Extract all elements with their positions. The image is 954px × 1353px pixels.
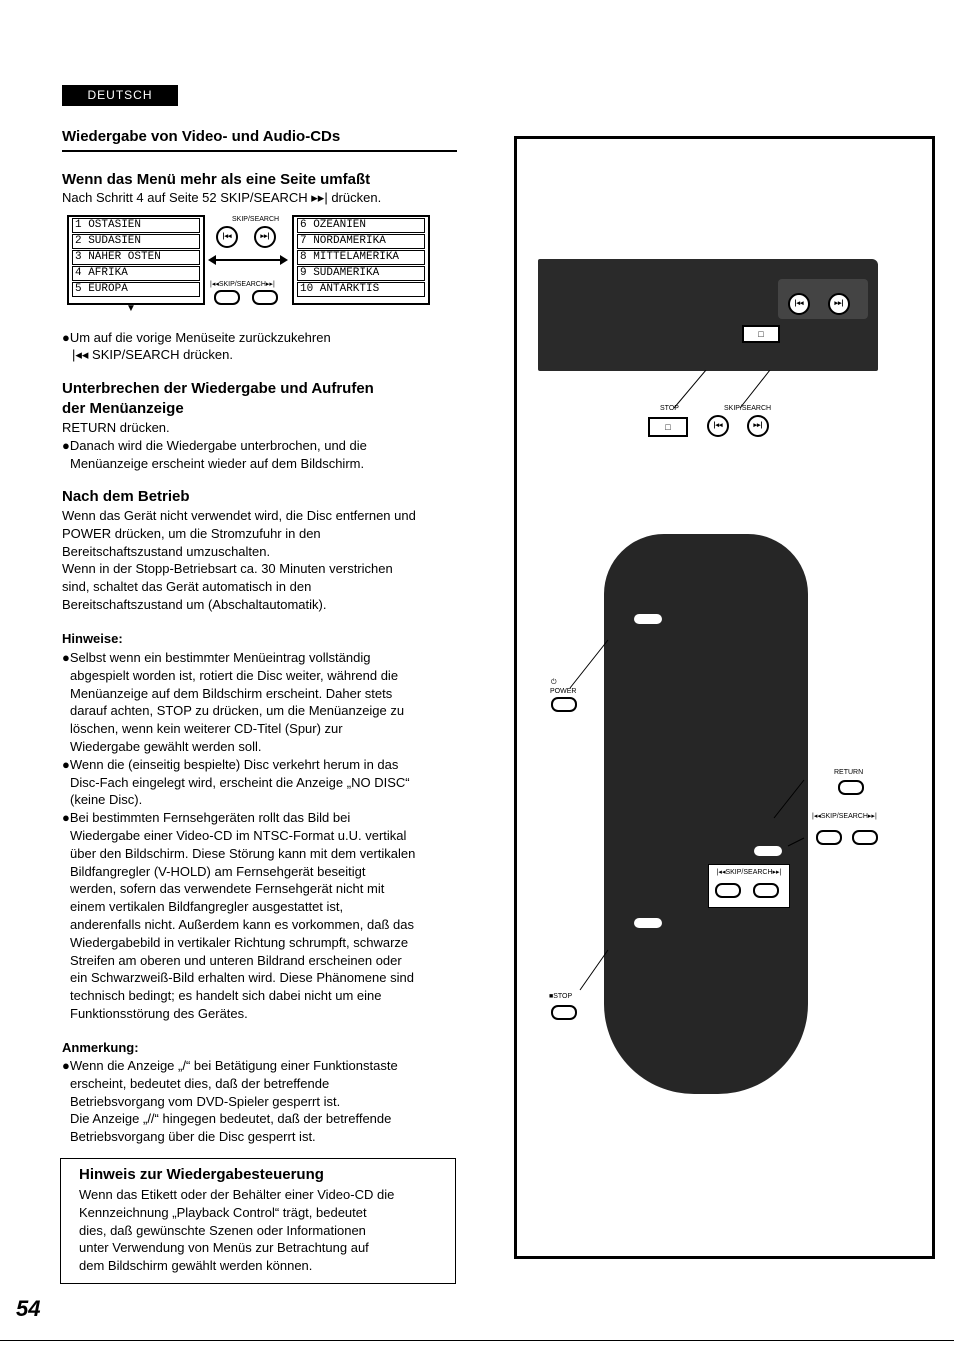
text-line: Wenn in der Stopp-Betriebsart ca. 30 Minuten verstrichen bbox=[62, 561, 393, 577]
text-line: Die Anzeige „//“ hingegen bedeutet, daß der betreffende bbox=[70, 1111, 392, 1127]
text-line: Wiedergabe einer Video-CD im NTSC-Format u.U. vertikal bbox=[70, 827, 407, 843]
skip-forward-icon: ▸▸| bbox=[828, 293, 850, 315]
skip-forward-button-icon bbox=[252, 290, 278, 305]
skip-forward-key-icon bbox=[852, 830, 878, 845]
after-text bbox=[62, 507, 462, 614]
menu-item: 2 SÜDASIEN bbox=[72, 234, 200, 249]
remark-title: Anmerkung: bbox=[62, 1040, 139, 1055]
dvd-player-illustration bbox=[538, 259, 878, 371]
text-line: technisch bedingt; es handelt sich dabei nicht um eine bbox=[70, 988, 382, 1004]
leader-lines bbox=[660, 370, 780, 410]
down-arrow-icon: ▼ bbox=[126, 303, 136, 314]
menu-note-2: |◂◂ SKIP/SEARCH drücken. bbox=[72, 347, 233, 362]
text-line: (keine Disc). bbox=[70, 792, 143, 808]
return-key-icon bbox=[838, 780, 864, 795]
menu-section-title: Wenn das Menü mehr als eine Seite umfaßt bbox=[62, 171, 371, 188]
stop-button-icon: □ bbox=[648, 417, 688, 437]
playback-control-box bbox=[60, 1158, 456, 1284]
bottom-rule bbox=[0, 1340, 954, 1341]
text-line: unter Verwendung von Menüs zur Betrachtung auf bbox=[79, 1240, 369, 1256]
text-line: ●Bei bestimmten Fernsehgeräten rollt das Bild bei bbox=[62, 810, 351, 826]
skip-search-arrows-label: |◂◂SKIP/SEARCH▸▸| bbox=[716, 869, 782, 876]
text-line: sind, schaltet das Gerät automatisch in den bbox=[62, 579, 312, 595]
power-label: POWER bbox=[550, 688, 577, 695]
interrupt-line: RETURN drücken. bbox=[62, 420, 170, 435]
skip-back-key-icon bbox=[816, 830, 842, 845]
text-line: Betriebsvorgang vom DVD-Spieler gesperrt ist. bbox=[70, 1093, 341, 1109]
skip-back-icon: |◂◂ bbox=[788, 293, 810, 315]
text-line: darauf achten, STOP zu drücken, um die Menüanzeige zu bbox=[70, 703, 405, 719]
menu-item: 8 MITTELAMERIKA bbox=[297, 250, 425, 265]
hints-text bbox=[62, 649, 462, 1023]
playback-box-text bbox=[79, 1186, 449, 1275]
stop-side-label: ■STOP bbox=[549, 993, 573, 1000]
text-line: Bildfangregler (V-HOLD) am Fernsehgerät beseitigt bbox=[70, 863, 366, 879]
text-line: abgespielt worden ist, rotiert die Disc weiter, während die bbox=[70, 667, 399, 683]
text-line: löschen, wenn kein weiterer CD-Titel (Spur) zur bbox=[70, 721, 343, 737]
skip-forward-icon: ▸▸| bbox=[747, 415, 769, 437]
text-line: über den Bildschirm. Diese Störung kann mit dem vertikalen bbox=[70, 845, 416, 861]
remark-text bbox=[62, 1057, 462, 1146]
skip-search-side-label: |◂◂SKIP/SEARCH▸▸| bbox=[812, 813, 877, 820]
menu-page-2 bbox=[292, 215, 430, 305]
skip-label-top: SKIP/SEARCH bbox=[232, 216, 280, 223]
menu-note: ●Um auf die vorige Menüseite zurückzukehren bbox=[62, 330, 331, 345]
menu-item: 10 ANTARKTIS bbox=[297, 282, 425, 297]
text-line: ein Schwarzweiß-Bild erhalten wird. Diese Phänomene sind bbox=[70, 970, 414, 986]
stop-key-icon bbox=[551, 1005, 577, 1020]
menu-item: 5 EUROPA bbox=[72, 282, 200, 297]
page-heading: Wiedergabe von Video- und Audio-CDs bbox=[62, 128, 341, 145]
text-line: erscheint, bedeutet dies, daß der betreffende bbox=[70, 1075, 330, 1091]
text-line: Wenn das Etikett oder der Behälter einer Video-CD die bbox=[79, 1187, 395, 1202]
interrupt-title-2: der Menüanzeige bbox=[62, 400, 184, 417]
text-line: ●Wenn die (einseitig bespielte) Disc verkehrt herum in das bbox=[62, 756, 399, 772]
text-line: dem Bildschirm gewählt werden können. bbox=[79, 1258, 313, 1274]
skip-back-icon: |◂◂ bbox=[216, 226, 238, 248]
page-number: 54 bbox=[16, 1296, 41, 1321]
text-line: Wiedergabe gewählt werden soll. bbox=[70, 738, 262, 754]
text-line: ●Selbst wenn ein bestimmter Menüeintrag vollständig bbox=[62, 650, 371, 665]
text-line: einem vertikalen Bildfangregler ausgestattet ist, bbox=[70, 899, 344, 915]
menu-item: 3 NAHER OSTEN bbox=[72, 250, 200, 265]
stop-button-icon: □ bbox=[742, 325, 780, 343]
stop-label: STOP bbox=[660, 405, 679, 412]
language-tag: DEUTSCH bbox=[62, 85, 178, 106]
text-line: Wiedergabebild in vertikaler Richtung schrumpft, schwarze bbox=[70, 934, 409, 950]
menu-item: 4 AFRIKA bbox=[72, 266, 200, 281]
text-line: Funktionsstörung des Gerätes. bbox=[70, 1005, 248, 1021]
menu-section-intro: Nach Schritt 4 auf Seite 52 SKIP/SEARCH ▸▸| drücken. bbox=[62, 190, 382, 205]
menu-item: 7 NORDAMERIKA bbox=[297, 234, 425, 249]
interrupt-title-1: Unterbrechen der Wiedergabe und Aufrufen bbox=[62, 380, 374, 397]
menu-page-1 bbox=[67, 215, 205, 305]
interrupt-line: ●Danach wird die Wiedergabe unterbrochen, und die bbox=[62, 438, 367, 453]
text-line: Bereitschaftszustand um (Abschaltautomatik). bbox=[62, 596, 327, 612]
skip-back-icon: |◂◂ bbox=[707, 415, 729, 437]
return-label: RETURN bbox=[834, 769, 864, 776]
remote-leader-lines bbox=[560, 610, 820, 1010]
power-key-icon bbox=[551, 697, 577, 712]
text-line: Disc-Fach eingelegt wird, erscheint die Anzeige „NO DISC“ bbox=[70, 774, 410, 790]
skip-label: |◂◂SKIP/SEARCH▸▸| bbox=[210, 281, 275, 288]
text-line: anderenfalls nicht. Außerdem kann es vorkommen, daß das bbox=[70, 916, 414, 932]
text-line: ●Wenn die Anzeige „/“ bei Betätigung einer Funktionstaste bbox=[62, 1058, 398, 1073]
skip-forward-icon: ▸▸| bbox=[254, 226, 276, 248]
text-line: dies, daß gewünschte Szenen oder Informationen bbox=[79, 1222, 366, 1238]
skip-search-label: SKIP/SEARCH bbox=[724, 405, 772, 412]
playback-box-title: Hinweis zur Wiedergabesteuerung bbox=[79, 1166, 324, 1183]
skip-back-button-icon bbox=[214, 290, 240, 305]
text-line: POWER drücken, um die Stromzufuhr in den bbox=[62, 525, 321, 541]
menu-item: 1 OSTASIEN bbox=[72, 218, 200, 233]
text-line: Menüanzeige auf dem Bildschirm erscheint. Daher stets bbox=[70, 685, 393, 701]
hints-title: Hinweise: bbox=[62, 631, 123, 646]
text-line: Bereitschaftszustand umzuschalten. bbox=[62, 543, 271, 559]
text-line: Streifen am oberen und unteren Bildrand erscheinen oder bbox=[70, 952, 402, 968]
heading-rule bbox=[62, 150, 457, 152]
double-arrow-icon bbox=[208, 253, 288, 267]
interrupt-line: Menüanzeige erscheint wieder auf dem Bildschirm. bbox=[70, 456, 365, 471]
power-symbol: ⏻ bbox=[551, 679, 557, 686]
text-line: werden, sofern das verwendete Fernsehgerät nicht mit bbox=[70, 881, 385, 897]
after-title: Nach dem Betrieb bbox=[62, 488, 190, 505]
text-line: Wenn das Gerät nicht verwendet wird, die Disc entfernen und bbox=[62, 508, 416, 523]
text-line: Kennzeichnung „Playback Control“ trägt, bedeutet bbox=[79, 1204, 367, 1220]
menu-item: 9 SÜDAMERIKA bbox=[297, 266, 425, 281]
text-line: Betriebsvorgang über die Disc gesperrt ist. bbox=[70, 1129, 316, 1145]
menu-item: 6 OZEANIEN bbox=[297, 218, 425, 233]
